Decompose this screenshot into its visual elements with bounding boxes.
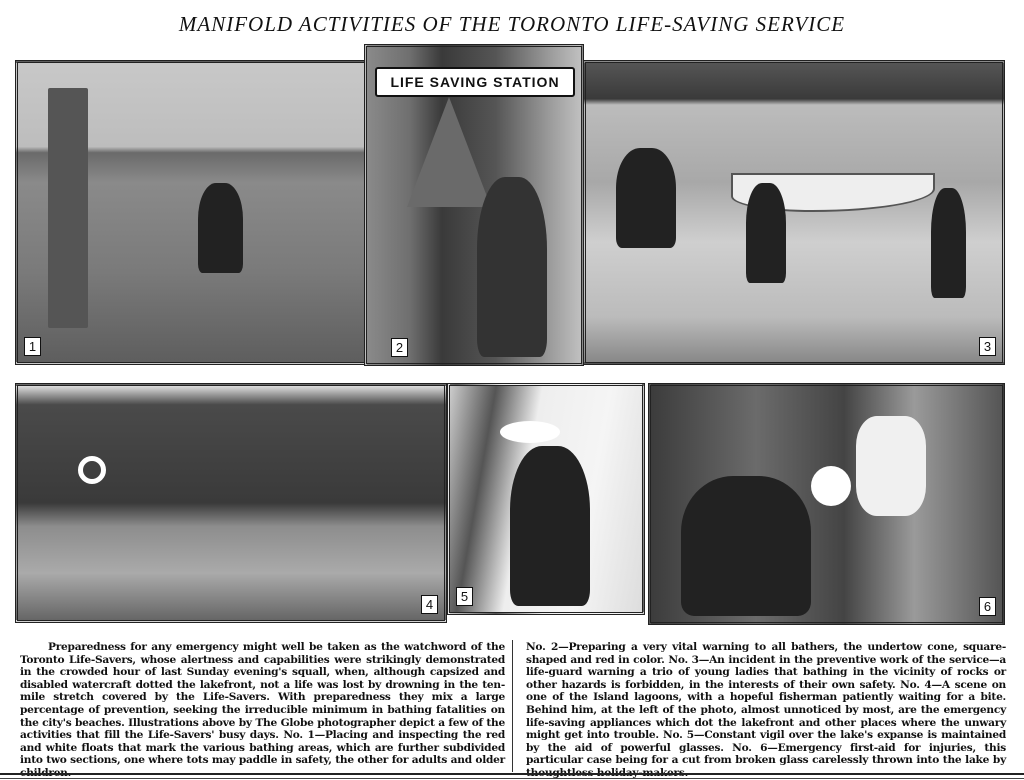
towel	[856, 416, 926, 516]
photo-number: 6	[979, 597, 996, 616]
photo-number: 2	[391, 338, 408, 357]
photo-number: 5	[456, 587, 473, 606]
lifeguard-figure	[198, 183, 243, 273]
photo-1-placing-floats	[15, 60, 377, 365]
page-title: MANIFOLD ACTIVITIES OF THE TORONTO LIFE-SAVING SERVICE	[178, 12, 846, 36]
lifeguard-figure	[681, 476, 811, 616]
photo-4-island-lagoon	[15, 383, 447, 623]
caption-column-2: No. 2—Preparing a very vital warning to all bathers, the undertow cone, square-shaped and red in color. No. 3—An incident in the preventive work of the service—a life-guard warning a trio of young ladies that bathing in the vicinity of rocks or other hazards is forbidden, in the interests of their own safety. No. 4—A scene on one of the Island lagoons, with a hopeful fisherman patiently waiting for a bite. Behind him, at the left of the photo, almost unnoticed by most, are the emergency life-saving appliances which dot the lakefront and other places where the unwary might get into trouble. No. 5—Constant vigil over the lake's expanse is maintained by the aid of powerful glasses. No. 6—Emergency first-aid for injuries, this particular case being for a cut from broken glass carelessly thrown into the lake by thoughtless holiday-makers.	[526, 641, 1006, 779]
photo-number: 4	[421, 595, 438, 614]
life-saving-station-sign: LIFE SAVING STATION	[375, 67, 575, 97]
photo-6-first-aid	[648, 383, 1005, 625]
cap	[811, 466, 851, 506]
bather-figure	[931, 188, 966, 298]
lifeguard-figure	[477, 177, 547, 357]
wooden-post	[48, 88, 88, 328]
photo-3-warning-bathers	[583, 60, 1005, 365]
lifeguard-figure	[510, 446, 590, 606]
bather-figure	[616, 148, 676, 248]
photo-number: 3	[979, 337, 996, 356]
undertow-cone	[407, 97, 491, 207]
caption-column-1: Preparedness for any emergency might well be taken as the watchword of the Toronto Life-Savers, whose alertness and capabilities were strikingly demonstrated in the crowded hour of last Sunday evening's squall, when, although capsized and disabled watercraft dotted the lakefront, not a life was lost by drowning in the ten-mile stretch covered by the Life-Savers. With preparedness they mix a large percentage of prevention, seeking the irreducible minimum in bathing fatalities on the city's beaches. Illustrations above by The Globe photographer depict a few of the activities that fill the Life-Savers' busy days. No. 1—Placing and inspecting the red and white floats that mark the various bathing areas, which are further subdivided into two sections, one where tots may paddle in safety, the other for adults and older children.	[20, 641, 505, 779]
life-ring	[78, 456, 106, 484]
column-divider	[512, 640, 513, 772]
bather-figure	[746, 183, 786, 283]
cap	[500, 421, 560, 443]
photo-number: 1	[24, 337, 41, 356]
photo-2-undertow-cone	[364, 44, 584, 366]
photo-5-vigil-glasses	[447, 383, 645, 615]
bottom-rule	[0, 773, 1024, 779]
